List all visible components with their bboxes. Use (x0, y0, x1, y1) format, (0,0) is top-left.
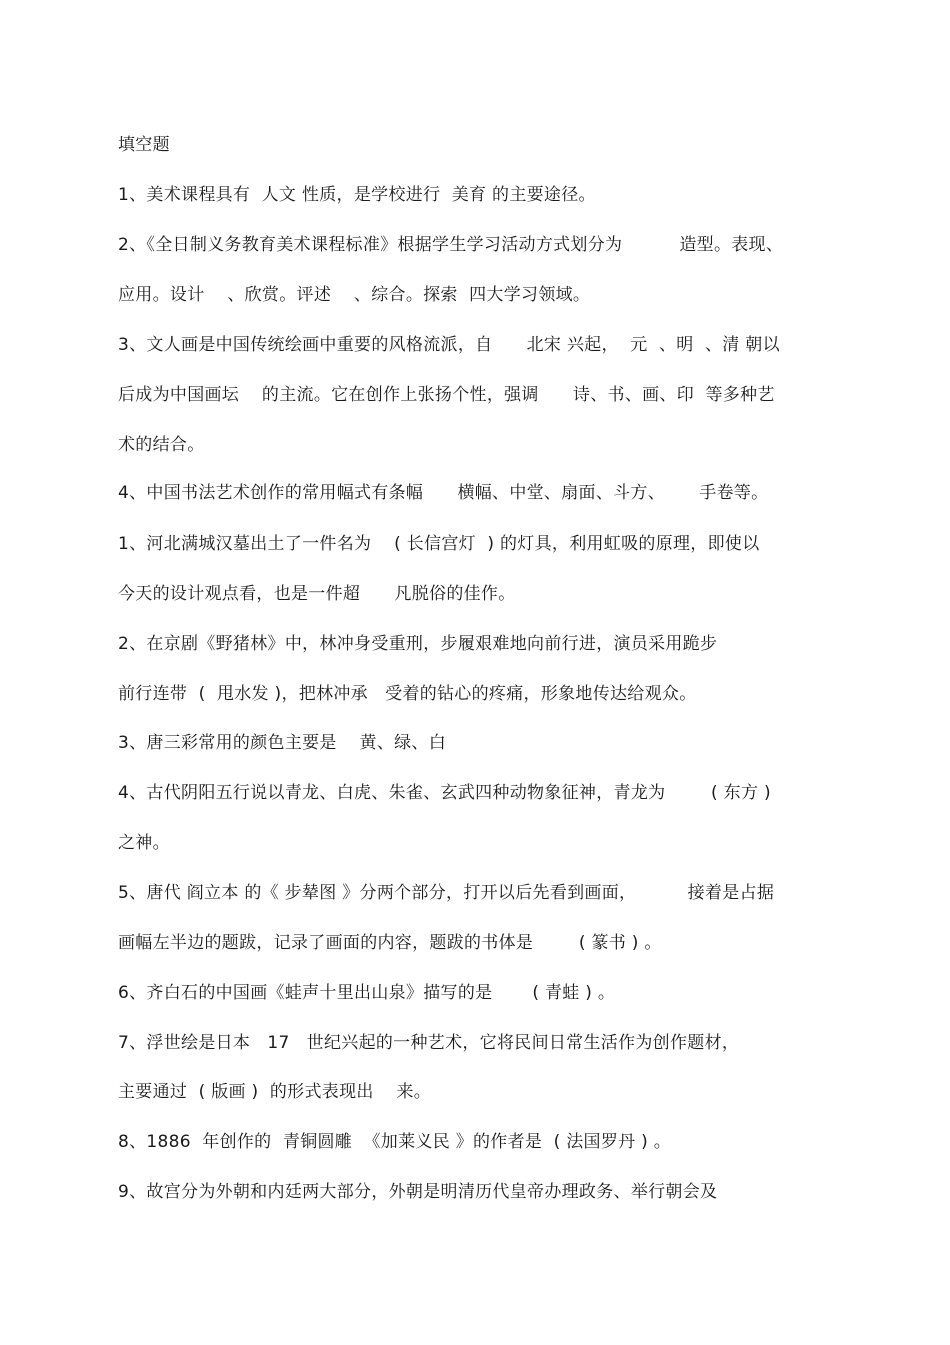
text-line: 1、河北满城汉墓出土了一件名为 ( 长信宫灯 ) 的灯具，利用虹吸的原理，即使以 (118, 534, 760, 554)
text-line: 4、古代阴阳五行说以青龙、白虎、朱雀、玄武四种动物象征神，青龙为 ( 东方 ) (118, 783, 771, 803)
text-line: 前行连带 ( 甩水发 )，把林冲承 受着的钻心的疼痛，形象地传达给观众。 (118, 684, 697, 704)
text-line: 之神。 (118, 833, 170, 853)
text-line: 3、唐三彩常用的颜色主要是 黄、绿、白 (118, 733, 447, 753)
text-line: 1、美术课程具有 人文 性质，是学校进行 美育 的主要途径。 (118, 185, 596, 205)
text-line: 今天的设计观点看，也是一件超 凡脱俗的佳作。 (118, 584, 516, 604)
text-line: 4、中国书法艺术创作的常用幅式有条幅 横幅、中堂、扇面、斗方、 手卷等。 (118, 483, 769, 503)
text-line: 术的结合。 (118, 435, 205, 455)
text-line: 画幅左半边的题跋，记录了画面的内容，题跋的书体是 ( 篆书 ) 。 (118, 933, 662, 953)
text-line: 应用。设计 、欣赏。评述 、综合。探索 四大学习领域。 (118, 285, 591, 305)
text-line: 3、文人画是中国传统绘画中重要的风格流派，自 北宋 兴起， 元 、明 、清 朝以 (118, 335, 780, 355)
text-line: 9、故宫分为外朝和内廷两大部分，外朝是明清历代皇帝办理政务、举行朝会及 (118, 1182, 718, 1202)
text-line: 7、浮世绘是日本 17 世纪兴起的一种艺术，它将民间日常生活作为创作题材， (118, 1033, 740, 1053)
page-title: 填空题 (118, 135, 170, 155)
text-line: 2、《全日制义务教育美术课程标准》根据学生学习活动方式划分为 造型。表现、 (118, 235, 784, 255)
text-line: 后成为中国画坛 的主流。它在创作上张扬个性，强调 诗、书、画、印 等多种艺 (118, 385, 775, 405)
text-line: 2、在京剧《野猪林》中，林冲身受重刑，步履艰难地向前行进，演员采用跪步 (118, 634, 718, 654)
text-line: 主要通过 ( 版画 ) 的形式表现出 来。 (118, 1082, 432, 1102)
text-line: 6、齐白石的中国画《蛙声十里出山泉》描写的是 ( 青蛙 ) 。 (118, 983, 616, 1003)
text-line: 8、1886 年创作的 青铜圆雕 《加莱义民 》的作者是 ( 法国罗丹 ) 。 (118, 1132, 672, 1152)
text-line: 5、唐代 阎立本 的《 步辇图 》分两个部分，打开以后先看到画面， 接着是占据 (118, 883, 775, 903)
